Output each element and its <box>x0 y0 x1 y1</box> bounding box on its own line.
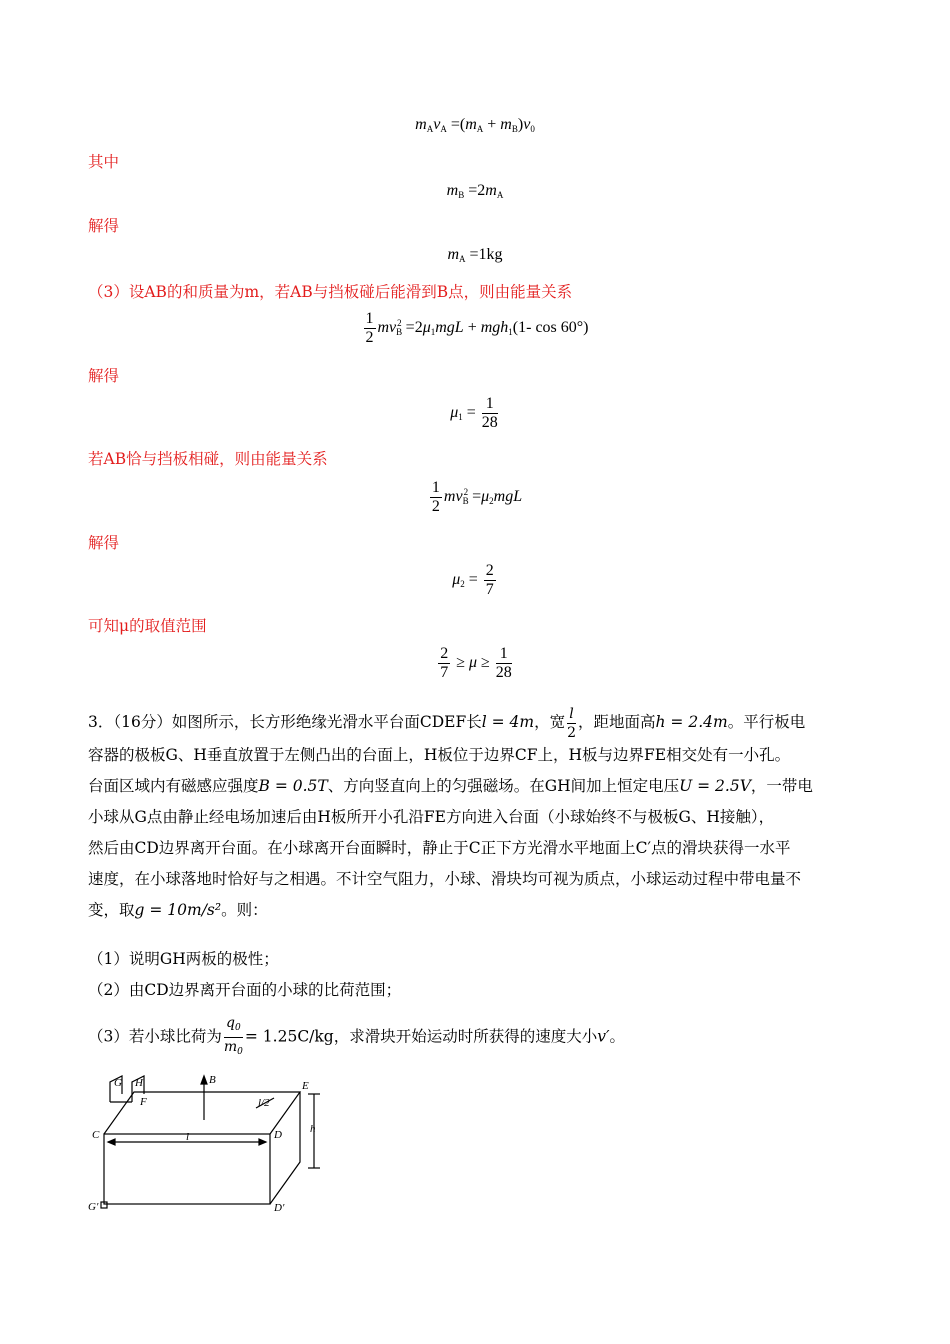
equation-mu1: $\mu_1$ = $\frac{1}{28}$ <box>450 395 498 431</box>
physics-diagram <box>88 1072 338 1217</box>
question-1: （1）说明GH两板的极性； <box>88 950 279 968</box>
question-2: （2）由CD边界离开台面的小球的比荷范围； <box>88 981 402 999</box>
equation-energy-1: $\frac{1}{2}$ $mv_B^2 =2\mu_1mgL + mgh_1(1-$ cos 60°) <box>365 310 589 346</box>
label-h: H <box>135 1077 143 1089</box>
equation-energy-2: $\frac{1}{2}$ $mv_B^2 =\mu_2mgL$ <box>431 479 523 515</box>
equation-mu-range: $\frac{2}{7}$ ≥ μ ≥ $\frac{1}{28}$ <box>440 645 512 681</box>
label-half-l: l/2 <box>258 1097 270 1109</box>
equation-mass-value: $m_A =1kg$ <box>447 246 503 264</box>
label-jiede-2: 解得 <box>88 367 120 385</box>
label-l: l <box>186 1131 190 1143</box>
problem-3-text: 3．（16分）如图所示，长方形绝缘光滑水平台面CDEF长l = 4m，宽 $\frac{l}{2}$ ，距地面高h = 2.4m。平行板电 容器的极板G、H垂直放置于左侧凸出的台面上，H板位于边界CF上，H板与边界FE相交处有一小孔。 台面区域内有磁感应强度B = 0.5T、方向竖直向上的匀强磁场。在GH间加上恒定电压U = 2.5V，一带电 小球从G点由静止经电场加速后由H板所开小孔沿FE方向进入台面（小球始终不与极板G、H接触）， 然后由CD边界离开台面。在小球离开台面瞬时，静止于C正下方光滑水平地面上C′点的滑块获得一水平 速度，在小球落地时恰好与之相遇。不计空气阻力，小球、滑块均可视为质点，小球运动过程中带电量不 变，取g = 10m/s²。则： <box>88 705 813 919</box>
label-e: E <box>302 1080 309 1092</box>
label-jiede-3: 解得 <box>88 534 120 552</box>
equation-momentum: $m_Av_A =(m_A + m_B)v_0$ <box>415 116 535 134</box>
label-d-prime: D′ <box>274 1202 285 1214</box>
label-d: D <box>274 1129 282 1141</box>
equation-mass-ratio: $m_B =2m_A$ <box>446 182 504 200</box>
box-front-face <box>104 1134 270 1204</box>
equation-mu2: $\mu_2$ = $\frac{2}{7}$ <box>452 562 494 598</box>
label-qizhong: 其中 <box>88 153 120 171</box>
label-f: F <box>140 1096 147 1108</box>
part3-intro: （3）设AB的和质量为m，若AB与挡板碰后能滑到B点，则由能量关系 <box>88 283 573 301</box>
label-g-prime: G′ <box>88 1201 99 1213</box>
box-side-edge <box>270 1092 300 1204</box>
label-g: G <box>114 1077 122 1089</box>
label-c: C <box>92 1129 100 1141</box>
question-3: （3）若小球比荷为 $\frac{q_0}{m_0}$ = 1.25C/kg，求滑块开始运动时所获得的速度大小v′。 <box>88 1015 626 1057</box>
box-top-face <box>104 1092 300 1134</box>
label-jiede-1: 解得 <box>88 217 120 235</box>
label-b: B <box>209 1074 216 1086</box>
line-range: 可知μ的取值范围 <box>88 617 207 635</box>
line-ab-collide: 若AB恰与挡板相碰，则由能量关系 <box>88 450 328 468</box>
label-h-height: h <box>310 1123 316 1135</box>
